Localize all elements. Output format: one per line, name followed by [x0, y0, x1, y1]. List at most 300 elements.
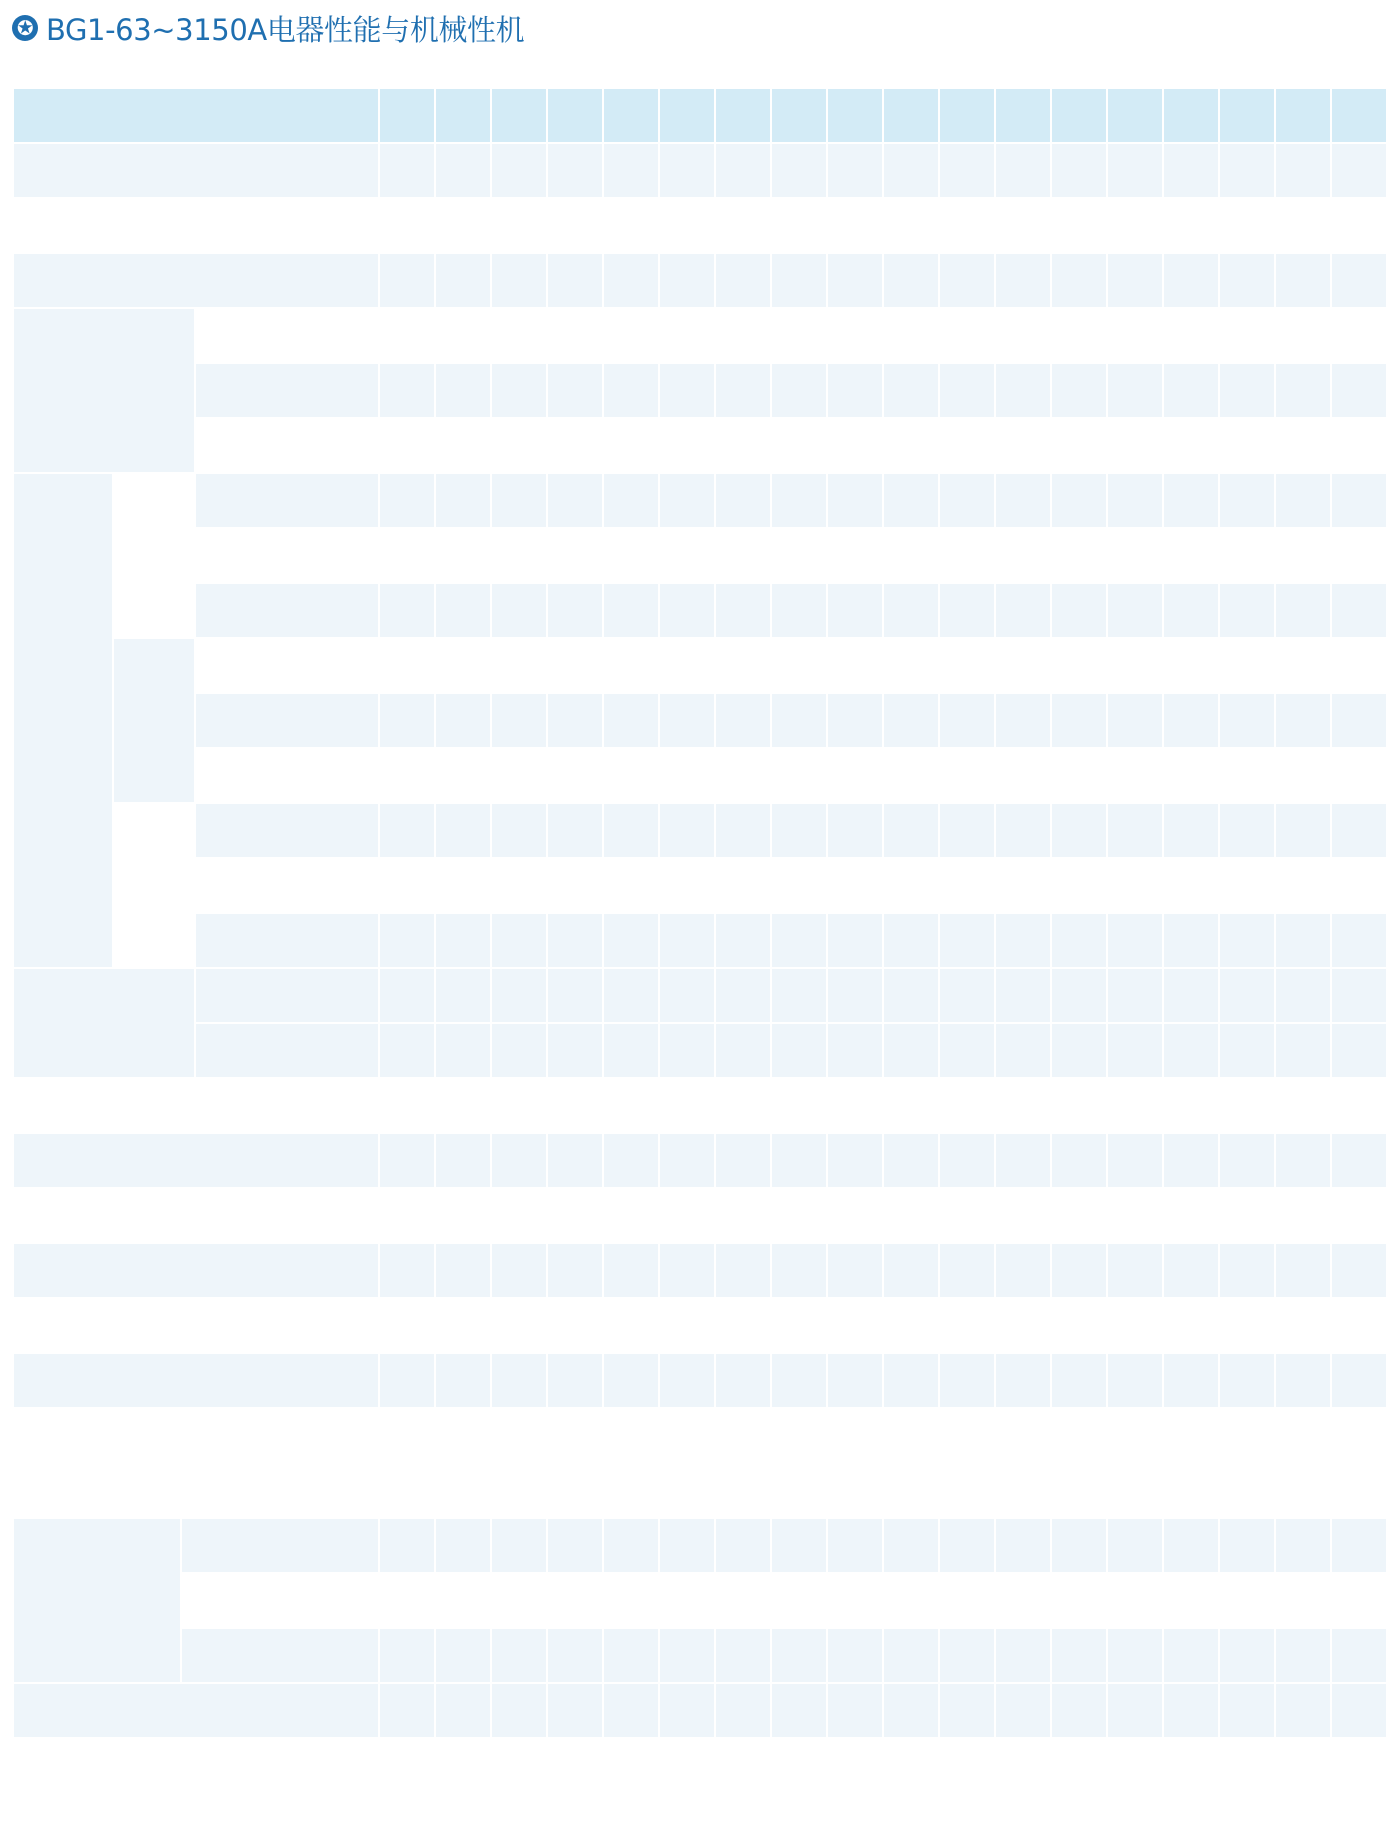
table-cell [716, 1519, 770, 1572]
table-cell [884, 1024, 938, 1077]
table-cell [884, 1629, 938, 1682]
table-cell [1276, 1629, 1330, 1682]
table-cell [604, 1409, 658, 1462]
table-cell [548, 309, 602, 362]
table-cell [828, 1024, 882, 1077]
table-cell [380, 749, 434, 802]
table-cell [436, 1299, 490, 1352]
table-cell [1052, 914, 1106, 967]
table-cell [996, 694, 1050, 747]
table-cell [604, 749, 658, 802]
table-cell [1220, 1024, 1274, 1077]
table-cell [1164, 694, 1218, 747]
table-cell [884, 1684, 938, 1737]
table-cell [884, 914, 938, 967]
table-cell [436, 309, 490, 362]
table-cell [884, 199, 938, 252]
table-cell [1164, 584, 1218, 637]
table-cell [492, 364, 546, 417]
table-cell [660, 1574, 714, 1627]
table-cell [716, 1794, 770, 1847]
table-cell [828, 804, 882, 857]
table-cell [492, 859, 546, 912]
table-cell [1052, 694, 1106, 747]
table-cell [716, 1299, 770, 1352]
table-cell [604, 529, 658, 582]
table-cell [996, 1354, 1050, 1407]
table-cell [884, 969, 938, 1022]
table-cell [548, 254, 602, 307]
table-cell [1276, 804, 1330, 857]
table-cell [1332, 584, 1386, 637]
table-cell [1052, 1244, 1106, 1297]
table-cell [1332, 199, 1386, 252]
table-cell [1220, 969, 1274, 1022]
table-cell [660, 364, 714, 417]
table-cell [884, 474, 938, 527]
table-cell [1220, 1244, 1274, 1297]
table-cell [1276, 364, 1330, 417]
table-cell [1164, 529, 1218, 582]
table-cell [996, 1739, 1050, 1792]
table-cell [492, 1409, 546, 1462]
table-cell [884, 1299, 938, 1352]
table-cell [1164, 254, 1218, 307]
table-cell [772, 749, 826, 802]
table-cell [1332, 694, 1386, 747]
table-cell [940, 144, 994, 197]
table-cell [1108, 859, 1162, 912]
table-cell [1332, 309, 1386, 362]
subtype-label [196, 804, 378, 857]
table-cell [1108, 1739, 1162, 1792]
table-cell [548, 1684, 602, 1737]
table-cell [1108, 254, 1162, 307]
table-cell [884, 1244, 938, 1297]
table-cell [548, 1299, 602, 1352]
table-cell [996, 1299, 1050, 1352]
table-cell [828, 749, 882, 802]
table-cell [1220, 419, 1274, 472]
table-cell [1052, 529, 1106, 582]
table-cell [380, 1354, 434, 1407]
table-cell [1276, 1519, 1330, 1572]
table-cell [1108, 1519, 1162, 1572]
table-cell [884, 364, 938, 417]
table-cell [380, 914, 434, 967]
table-cell [1332, 364, 1386, 417]
table-cell [380, 1519, 434, 1572]
table-cell [940, 1409, 994, 1462]
column-header [604, 89, 658, 142]
table-cell [828, 364, 882, 417]
table-cell [1276, 1244, 1330, 1297]
table-cell [996, 309, 1050, 362]
table-cell [436, 1244, 490, 1297]
table-cell [1164, 1519, 1218, 1572]
table-cell [1108, 1024, 1162, 1077]
table-cell [436, 969, 490, 1022]
voltage-label [14, 309, 194, 472]
table-cell [1276, 1024, 1330, 1077]
subtype-label [196, 474, 378, 527]
table-cell [940, 1519, 994, 1572]
table-cell [1220, 529, 1274, 582]
table-cell [604, 584, 658, 637]
table-cell [1220, 859, 1274, 912]
table-cell [1164, 199, 1218, 252]
table-cell [604, 859, 658, 912]
subtype-label [182, 1739, 378, 1792]
column-header [660, 89, 714, 142]
table-cell [996, 1134, 1050, 1187]
table-cell [1332, 1629, 1386, 1682]
subtype-label [196, 694, 378, 747]
table-cell [492, 1244, 546, 1297]
table-cell [492, 144, 546, 197]
table-cell [996, 529, 1050, 582]
table-cell [380, 969, 434, 1022]
table-cell [660, 1409, 714, 1462]
table-cell [1108, 1629, 1162, 1682]
table-cell [660, 639, 714, 692]
table-cell [436, 749, 490, 802]
table-cell [716, 1244, 770, 1297]
subtype-label [182, 1519, 378, 1572]
table-cell [492, 1794, 546, 1847]
table-cell [604, 1684, 658, 1737]
table-cell [884, 859, 938, 912]
table-cell [1332, 254, 1386, 307]
table-cell [1052, 584, 1106, 637]
table-cell [884, 1134, 938, 1187]
table-cell [380, 199, 434, 252]
table-cell [492, 1354, 546, 1407]
table-cell [828, 1354, 882, 1407]
subtype-label [196, 584, 378, 637]
table-cell [492, 694, 546, 747]
table-cell [660, 474, 714, 527]
table-cell [828, 639, 882, 692]
table-cell [436, 529, 490, 582]
table-cell [996, 804, 1050, 857]
table-cell [1108, 969, 1162, 1022]
table-cell [1108, 1409, 1162, 1462]
table-cell [996, 749, 1050, 802]
table-cell [1332, 1574, 1386, 1627]
rated-voltage-label [14, 1519, 180, 1600]
table-cell [996, 914, 1050, 967]
table-cell [996, 144, 1050, 197]
section-header [14, 1079, 1392, 1132]
column-header [996, 89, 1050, 142]
table-cell [940, 419, 994, 472]
table-cell [604, 1354, 658, 1407]
table-cell [716, 639, 770, 692]
table-cell [1332, 1684, 1386, 1737]
table-cell [1220, 254, 1274, 307]
table-cell [1220, 749, 1274, 802]
table-cell [1052, 1794, 1106, 1847]
table-cell [716, 859, 770, 912]
table-cell [1276, 859, 1330, 912]
column-header [1108, 89, 1162, 142]
table-cell [548, 1354, 602, 1407]
table-cell [1276, 1684, 1330, 1737]
table-cell [548, 199, 602, 252]
row-label [14, 969, 194, 1077]
table-cell [1220, 1794, 1274, 1847]
table-cell [1220, 1739, 1274, 1792]
table-cell [1052, 969, 1106, 1022]
table-cell [940, 1629, 994, 1682]
table-cell [1108, 1299, 1162, 1352]
table-cell [1220, 804, 1274, 857]
table-cell [828, 694, 882, 747]
table-cell [1276, 639, 1330, 692]
table-cell [660, 694, 714, 747]
table-cell [1052, 474, 1106, 527]
table-cell [772, 1134, 826, 1187]
table-cell [548, 804, 602, 857]
table-cell [716, 969, 770, 1022]
table-cell [996, 969, 1050, 1022]
subtype-label [182, 1574, 378, 1627]
table-cell [436, 1684, 490, 1737]
table-cell [940, 969, 994, 1022]
table-cell [1276, 474, 1330, 527]
table-cell [436, 1409, 490, 1462]
table-cell [940, 694, 994, 747]
table-cell [996, 584, 1050, 637]
table-cell [380, 254, 434, 307]
table-cell [1052, 749, 1106, 802]
table-cell [940, 749, 994, 802]
subtype-label [196, 969, 378, 1022]
table-cell [492, 1519, 546, 1572]
table-cell [492, 1684, 546, 1737]
table-cell [884, 254, 938, 307]
table-cell [772, 529, 826, 582]
table-cell [828, 914, 882, 967]
row-label [14, 1354, 378, 1407]
table-cell [1220, 584, 1274, 637]
subtype-label [196, 309, 378, 362]
table-cell [1276, 419, 1330, 472]
table-cell [660, 1299, 714, 1352]
table-cell [1108, 1684, 1162, 1737]
table-cell [1052, 419, 1106, 472]
table-cell [492, 309, 546, 362]
table-cell [436, 199, 490, 252]
table-cell [940, 309, 994, 362]
subtype-label [182, 1629, 378, 1682]
table-cell [1108, 1244, 1162, 1297]
table-cell [660, 584, 714, 637]
table-cell [772, 1794, 826, 1847]
table-cell [660, 804, 714, 857]
table-cell [436, 639, 490, 692]
table-cell [1220, 1134, 1274, 1187]
voltage-label [114, 804, 194, 967]
table-cell [1276, 529, 1330, 582]
table-cell [1276, 1409, 1330, 1462]
table-cell [716, 474, 770, 527]
table-cell [1108, 309, 1162, 362]
table-cell [492, 1629, 546, 1682]
table-cell [1276, 199, 1330, 252]
table-cell [1332, 1519, 1386, 1572]
table-cell [1220, 309, 1274, 362]
row-label [14, 1739, 180, 1847]
table-cell [660, 144, 714, 197]
table-cell [548, 419, 602, 472]
table-cell [380, 804, 434, 857]
voltage-label [114, 474, 194, 637]
table-cell [1052, 1574, 1106, 1627]
table-cell [436, 474, 490, 527]
table-cell [772, 1354, 826, 1407]
table-cell [1332, 1244, 1386, 1297]
column-header [1276, 89, 1330, 142]
table-cell [1276, 1739, 1330, 1792]
table-cell [1276, 1354, 1330, 1407]
table-cell [660, 1244, 714, 1297]
table-cell [548, 859, 602, 912]
table-cell [492, 1024, 546, 1077]
table-cell [380, 1299, 434, 1352]
table-cell [996, 1244, 1050, 1297]
table-cell [996, 639, 1050, 692]
column-header [884, 89, 938, 142]
table-cell [1164, 144, 1218, 197]
table-cell [1332, 1134, 1386, 1187]
group-label-vertical [14, 474, 112, 967]
table-cell [716, 199, 770, 252]
table-cell [548, 144, 602, 197]
table-cell [1164, 969, 1218, 1022]
table-cell [436, 1574, 490, 1627]
table-cell [548, 474, 602, 527]
table-cell [772, 584, 826, 637]
table-cell [1164, 1574, 1218, 1627]
table-cell [1108, 639, 1162, 692]
section-header [14, 1464, 1392, 1517]
table-cell [716, 419, 770, 472]
table-cell [380, 1739, 434, 1792]
table-cell [1332, 1354, 1386, 1407]
table-cell [548, 694, 602, 747]
table-cell [772, 1409, 826, 1462]
table-cell [436, 584, 490, 637]
table-cell [996, 859, 1050, 912]
table-cell [604, 309, 658, 362]
table-cell [1332, 1024, 1386, 1077]
table-cell [772, 914, 826, 967]
table-cell [1332, 859, 1386, 912]
table-cell [716, 804, 770, 857]
table-cell [996, 199, 1050, 252]
table-cell [828, 1519, 882, 1572]
table-cell [1108, 1794, 1162, 1847]
column-header [492, 89, 546, 142]
table-cell [772, 419, 826, 472]
table-cell [548, 914, 602, 967]
table-cell [940, 529, 994, 582]
table-cell [1052, 364, 1106, 417]
table-cell [772, 1739, 826, 1792]
table-cell [1164, 1244, 1218, 1297]
table-cell [436, 694, 490, 747]
row-label [14, 1244, 378, 1297]
table-cell [604, 1574, 658, 1627]
column-header [940, 89, 994, 142]
table-cell [660, 749, 714, 802]
table-cell [492, 639, 546, 692]
table-cell [548, 749, 602, 802]
table-cell [884, 639, 938, 692]
table-cell [1220, 474, 1274, 527]
table-cell [1108, 199, 1162, 252]
subtype-label [182, 1794, 378, 1847]
table-cell [380, 1574, 434, 1627]
table-cell [548, 1519, 602, 1572]
table-cell [828, 309, 882, 362]
table-cell [772, 1244, 826, 1297]
table-cell [828, 1409, 882, 1462]
table-cell [548, 639, 602, 692]
table-cell [380, 1244, 434, 1297]
table-cell [828, 1244, 882, 1297]
table-cell [1276, 914, 1330, 967]
table-cell [604, 914, 658, 967]
column-header [436, 89, 490, 142]
table-cell [548, 1794, 602, 1847]
table-cell [1164, 474, 1218, 527]
table-cell [1332, 1739, 1386, 1792]
table-cell [828, 1684, 882, 1737]
table-cell [548, 584, 602, 637]
table-cell [1052, 309, 1106, 362]
table-cell [604, 1134, 658, 1187]
table-cell [660, 199, 714, 252]
table-cell [548, 1739, 602, 1792]
table-cell [828, 1574, 882, 1627]
table-cell [772, 969, 826, 1022]
table-cell [380, 1794, 434, 1847]
table-cell [1332, 419, 1386, 472]
row-label [14, 254, 378, 307]
table-cell [996, 419, 1050, 472]
table-cell [660, 254, 714, 307]
table-cell [884, 529, 938, 582]
table-cell [1108, 749, 1162, 802]
table-cell [884, 1519, 938, 1572]
table-cell [828, 1739, 882, 1792]
table-cell [772, 254, 826, 307]
table-cell [884, 1794, 938, 1847]
table-cell [380, 584, 434, 637]
section-header [14, 1189, 1392, 1242]
table-cell [1052, 144, 1106, 197]
table-cell [940, 1739, 994, 1792]
table-cell [436, 419, 490, 472]
table-cell [1108, 529, 1162, 582]
subtype-label [196, 749, 378, 802]
subtype-label [196, 859, 378, 912]
table-cell [492, 969, 546, 1022]
table-cell [1276, 694, 1330, 747]
